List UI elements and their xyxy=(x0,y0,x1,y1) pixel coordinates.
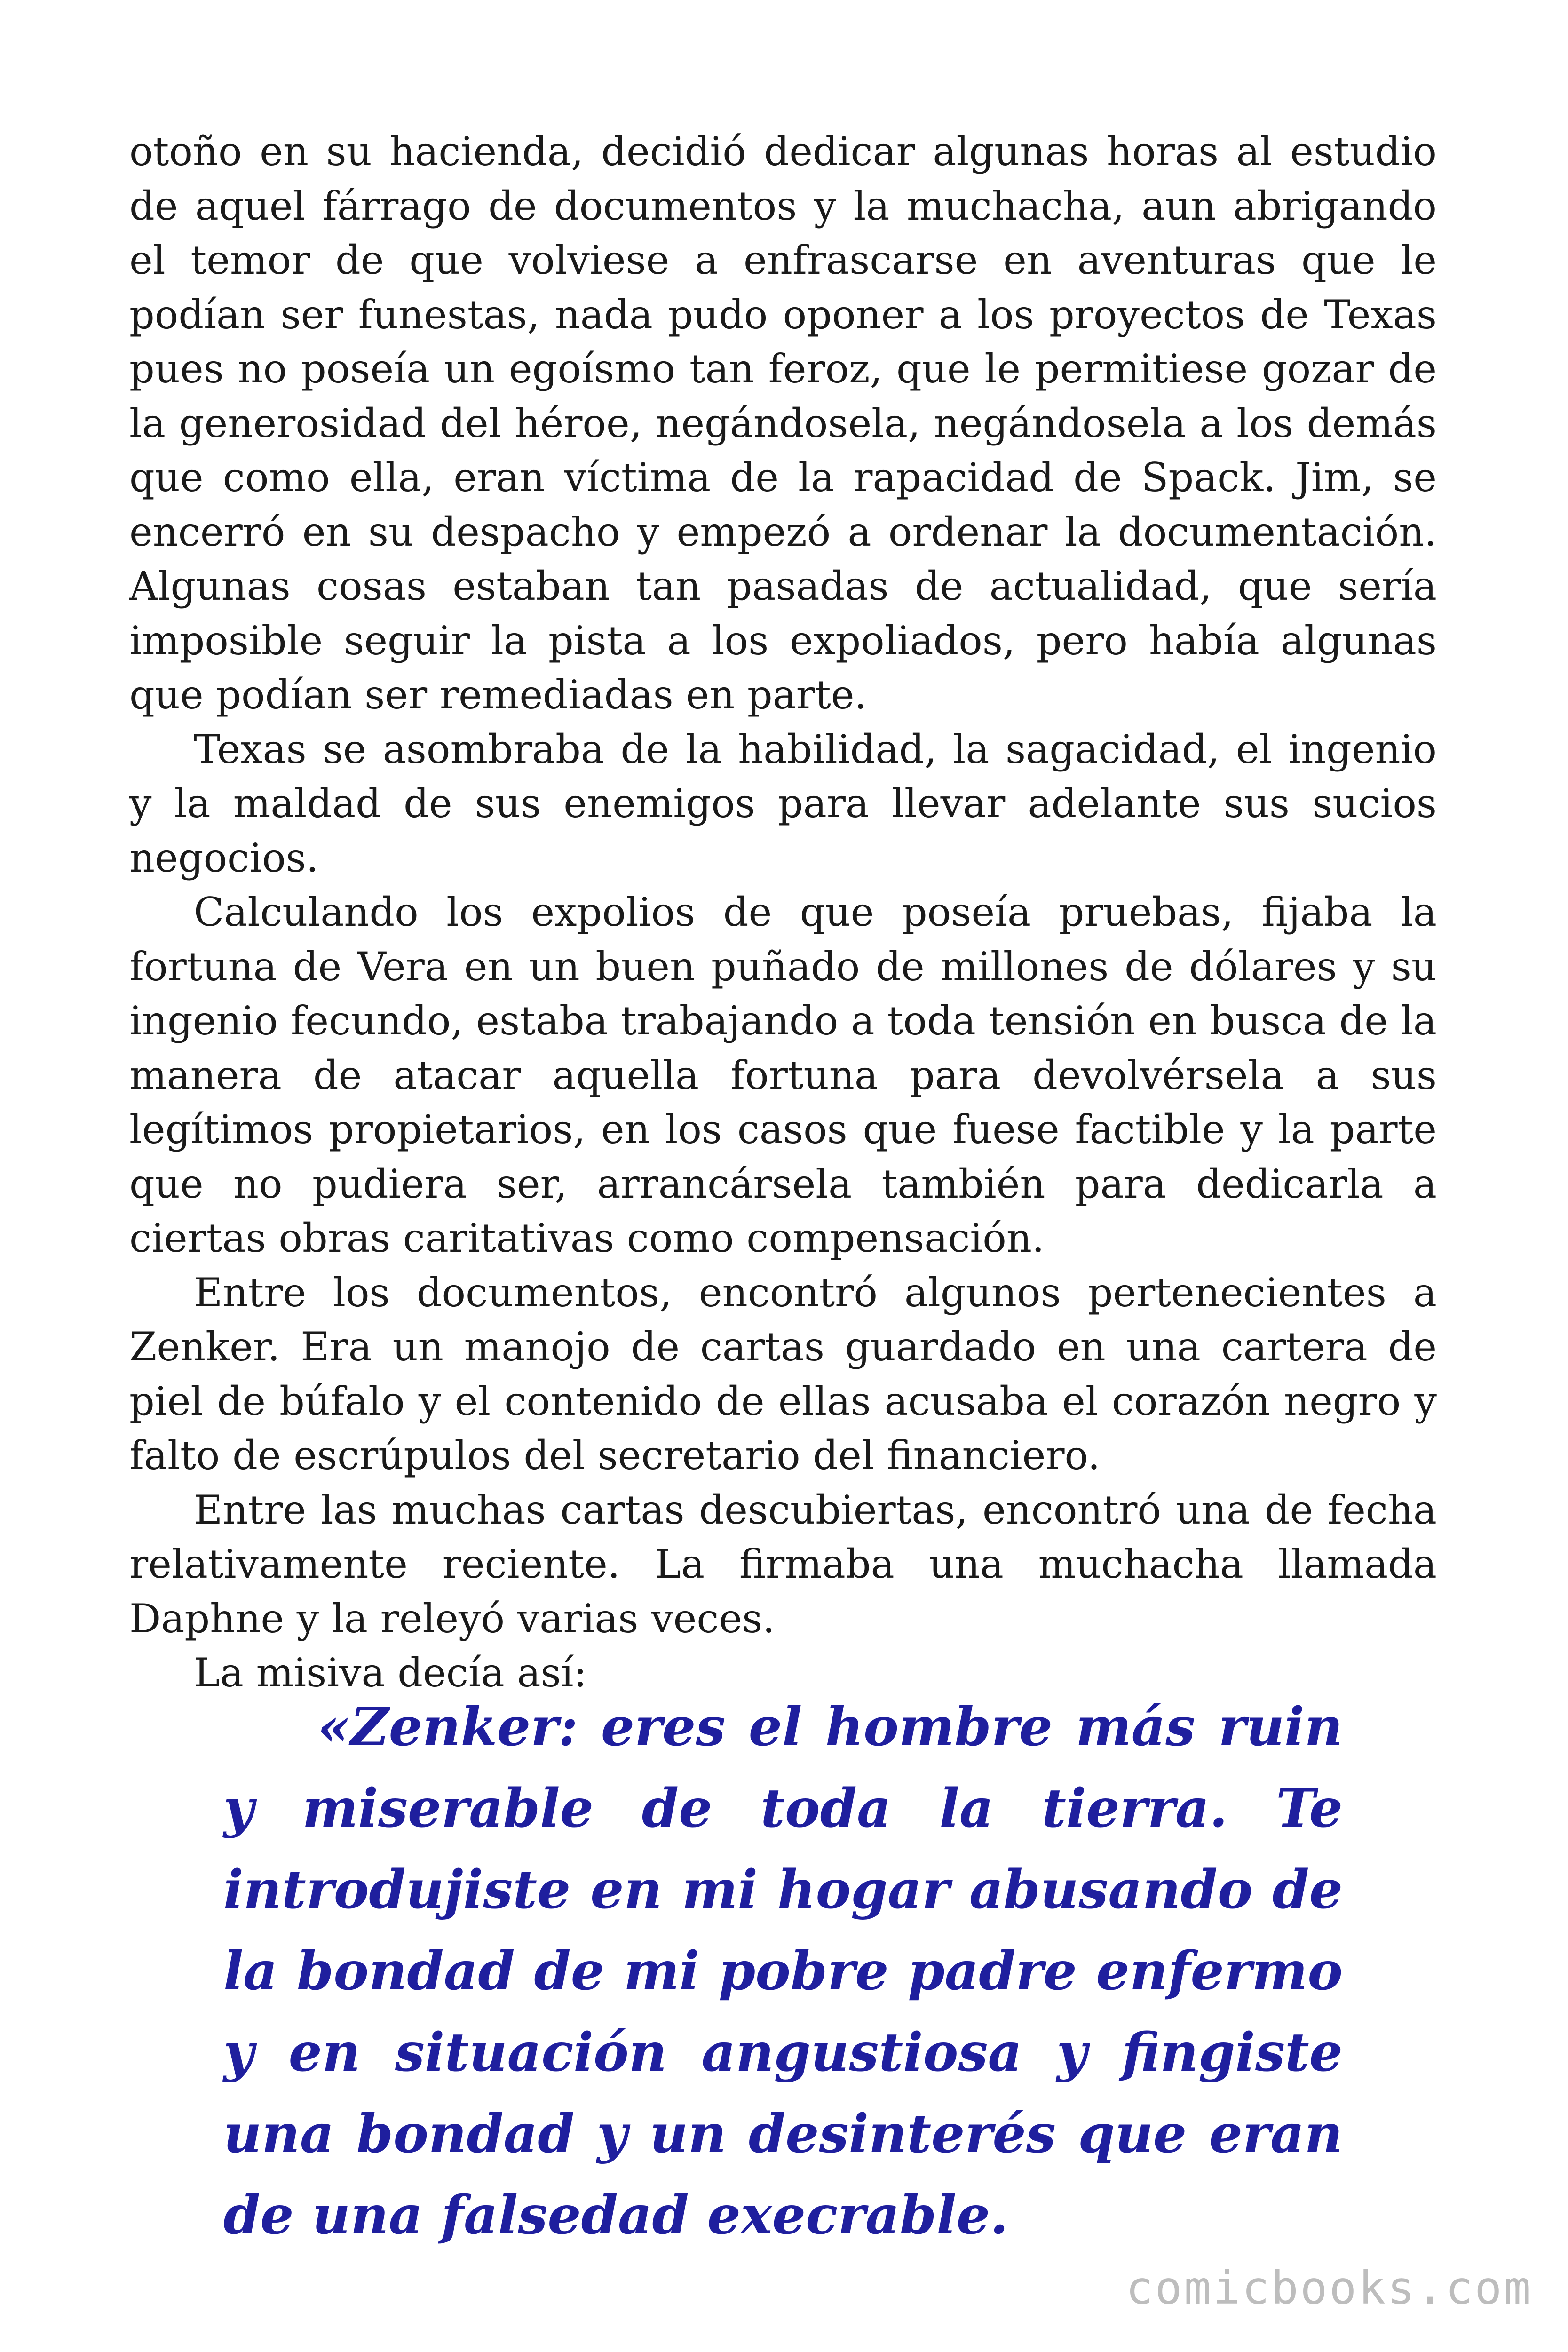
watermark: comicbooks.com xyxy=(1125,2262,1533,2314)
paragraph: Calculando los expolios de que poseía pruebas, fijaba la fortuna de Vera en un buen puñado de millones de dólares y su ingenio fecundo, estaba trabajando a toda tensión en busca de la manera de atacar aquella fortuna para devolvérsela a sus legítimos propietarios, en los casos que fuese factible y la parte que no pudiera ser, arrancársela también para dedicarla a ciertas obras caritativas como compensación. xyxy=(129,889,1437,1261)
handwritten-letter: «Zenker: eres el hombre más ruin y miserable de toda la tierra. Te introdujiste en mi hogar abusando de la bondad de mi pobre padre enfermo y en situación angustiosa y fingiste una bondad y un desinterés que eran de una falsedad execrable. xyxy=(223,1696,1343,2246)
paragraph: Entre las muchas cartas descubiertas, encontró una de fecha relativamente reciente. La firmaba una muchacha llamada Daphne y la releyó varias veces. xyxy=(129,1486,1437,1642)
paragraph: Entre los documentos, encontró algunos pertenecientes a Zenker. Era un manojo de cartas guardado en una cartera de piel de búfalo y el contenido de ellas acusaba el corazón negro y falto de escrúpulos del secretario del financiero. xyxy=(129,1269,1437,1478)
narrative-text xyxy=(129,125,1437,1700)
paragraph: La misiva decía así: xyxy=(194,1650,587,1696)
paragraph: otoño en su hacienda, decidió dedicar algunas horas al estudio de aquel fárrago de documentos y la muchacha, aun abrigando el temor de que volviese a enfrascarse en aventuras que le podían ser funestas, nada pudo oponer a los proyectos de Texas pues no poseía un egoísmo tan feroz, que le permitiese gozar de la generosidad del héroe, negándosela, negándosela a los demás que como ella, eran víctima de la rapacidad de Spack. Jim, se encerró en su despacho y empezó a ordenar la documentación. Algunas cosas estaban tan pasadas de actualidad, que sería imposible seguir la pista a los expoliados, pero había algunas que podían ser remediadas en parte. xyxy=(129,128,1437,718)
paragraph: Texas se asombraba de la habilidad, la sagacidad, el ingenio y la maldad de sus enemigos para llevar adelante sus sucios negocios. xyxy=(129,726,1437,881)
